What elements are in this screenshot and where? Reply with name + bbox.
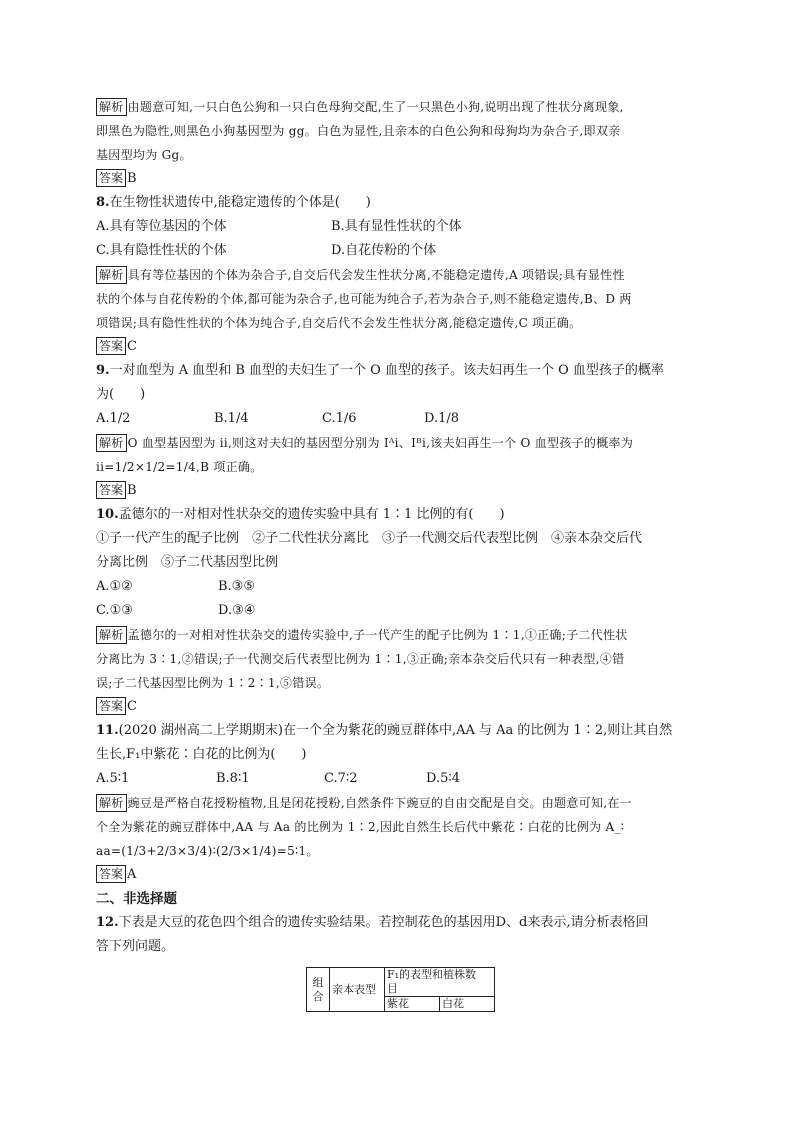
header-purple: 紫花: [385, 997, 440, 1012]
header-parent: 亲本表型: [330, 968, 385, 1012]
question-text: (2020 湖州高二上学期期末)在一个全为紫花的豌豆群体中,AA 与 Aa 的比例为 1∶2,则让其自然: [118, 723, 673, 738]
question-text: 孟德尔的一对相对性状杂交的遗传实验中具有 1∶1 比例的有( ): [118, 507, 505, 522]
question-text: 下表是大豆的花色四个组合的遗传实验结果。若控制花色的基因用D、d来表示,请分析表格回: [118, 915, 649, 930]
question-number: 11.: [96, 723, 119, 738]
q8-explanation: [96, 263, 706, 335]
option-a: A.具有等位基因的个体: [96, 219, 227, 234]
option-a: A.1/2: [96, 411, 131, 426]
q9-explanation: [96, 431, 706, 479]
q9-stem: [96, 359, 706, 407]
option-d: D.③④: [218, 603, 256, 618]
option-b: B.③⑤: [218, 579, 255, 594]
answer-value: C: [127, 339, 137, 354]
q10-explanation: [96, 623, 706, 695]
question-number: 12.: [96, 915, 119, 930]
q10-answer: [96, 695, 706, 719]
question-number: 8.: [96, 195, 110, 210]
explanation-tag: 解析: [96, 266, 127, 284]
explanation-line: 具有等位基因的个体为杂合子,自交后代会发生性状分离,不能稳定遗传,A 项错误;具有显性性: [127, 268, 625, 282]
option-c: C.1/6: [322, 411, 357, 426]
answer-tag: 答案: [96, 337, 126, 355]
document-page: [96, 95, 706, 1012]
explanation-line: 分离比为 3∶1,②错误;子一代测交后代表型比例为 1∶1,③正确;亲本杂交后代只有一种表型,④错: [96, 652, 625, 666]
option-b: B.8∶1: [216, 771, 250, 786]
explanation-tag: 解析: [96, 98, 127, 116]
option-c: C.①③: [96, 603, 133, 618]
explanation-line: 基因型均为 Gg。: [96, 148, 192, 162]
explanation-line: 状的个体与自花传粉的个体,都可能为杂合子,也可能为纯合子,若为杂合子,则不能稳定遗传,B、D 两: [96, 292, 632, 306]
q7-answer: [96, 167, 706, 191]
header-group: [307, 968, 330, 1012]
q10-options-row2: [96, 599, 706, 623]
explanation-line: 项错误;具有隐性性状的个体为纯合子,自交后代不会发生性状分离,能稳定遗传,C 项正确。: [96, 316, 582, 330]
q8-options-row2: [96, 239, 706, 263]
q11-answer: [96, 863, 706, 887]
header-group-text: 组合: [312, 975, 324, 1003]
explanation-tag: 解析: [96, 626, 127, 644]
q8-answer: [96, 335, 706, 359]
explanation-line: 误;子二代基因型比例为 1∶2∶1,⑤错误。: [96, 676, 330, 690]
section-title: 二、非选择题: [96, 891, 177, 907]
explanation-line: aa=(1/3+2/3×3/4)∶(2/3×1/4)=5∶1。: [96, 844, 319, 858]
explanation-line: 由题意可知,一只白色公狗和一只白色母狗交配,生了一只黑色小狗,说明出现了性状分离现象,: [127, 100, 624, 114]
explanation-line: ii=1/2×1/2=1/4,B 项正确。: [96, 460, 263, 474]
answer-value: C: [127, 699, 137, 714]
explanation-tag: 解析: [96, 794, 127, 812]
option-a: A.①②: [96, 579, 133, 594]
option-d: D.5∶4: [426, 771, 461, 786]
explanation-line: 孟德尔的一对相对性状杂交的遗传实验中,子一代产生的配子比例为 1∶1,①正确;子二代性状: [127, 628, 628, 642]
answer-tag: 答案: [96, 697, 126, 715]
q10-options-row1: [96, 575, 706, 599]
answer-tag: 答案: [96, 481, 126, 499]
explanation-line: 豌豆是严格自花授粉植物,且是闭花授粉,自然条件下豌豆的自由交配是自交。由题意可知,在一: [127, 796, 632, 810]
answer-tag: 答案: [96, 865, 126, 883]
q12-stem: [96, 911, 706, 959]
question-text: 答下列问题。: [96, 939, 175, 954]
q8-stem: [96, 191, 706, 215]
header-f1: [385, 968, 495, 997]
answer-value: B: [127, 483, 137, 498]
question-text: 一对血型为 A 血型和 B 血型的夫妇生了一个 O 血型的孩子。该夫妇再生一个 O 血型孩子的概率: [109, 363, 664, 378]
option-a: A.5∶1: [96, 771, 130, 786]
header-f1-line: 目: [387, 982, 398, 995]
q11-explanation: [96, 791, 706, 863]
question-text: 生长,F₁中紫花∶白花的比例为( ): [96, 747, 307, 762]
answer-tag: 答案: [96, 169, 126, 187]
q11-options: [96, 767, 706, 791]
option-c: C.具有隐性性状的个体: [96, 243, 227, 258]
option-b: B.1/4: [214, 411, 249, 426]
items-line: 分离比例 ⑤子二代基因型比例: [96, 555, 279, 570]
q10-stem: [96, 503, 706, 527]
q7-explanation: [96, 95, 706, 167]
header-f1-line: F₁的表型和植株数: [387, 968, 477, 981]
q9-options: [96, 407, 706, 431]
q8-options-row1: [96, 215, 706, 239]
q11-stem: [96, 719, 706, 767]
answer-value: B: [127, 171, 137, 186]
option-c: C.7∶2: [324, 771, 358, 786]
option-b: B.具有显性性状的个体: [331, 219, 462, 234]
question-text: 在生物性状遗传中,能稳定遗传的个体是( ): [109, 195, 371, 210]
header-white: 白花: [440, 997, 495, 1012]
question-text: 为( ): [96, 387, 146, 402]
items-line: ①子一代产生的配子比例 ②子二代性状分离比 ③子一代测交后代表型比例 ④亲本杂交后代: [96, 531, 643, 546]
explanation-line: 即黑色为隐性,则黑色小狗基因型为 gg。白色为显性,且亲本的白色公狗和母狗均为杂合子,即双亲: [96, 124, 621, 138]
explanation-line: 个全为紫花的豌豆群体中,AA 与 Aa 的比例为 1∶2,因此自然生长后代中紫花∶白花的比例为 A_∶: [96, 820, 625, 834]
q9-answer: [96, 479, 706, 503]
option-d: D.自花传粉的个体: [331, 243, 437, 258]
explanation-tag: 解析: [96, 434, 127, 452]
explanation-line: O 血型基因型为 ii,则这对夫妇的基因型分别为 Iᴬi、Iᴮi,该夫妇再生一个 O 血型孩子的概率为: [127, 436, 634, 450]
question-number: 9.: [96, 363, 110, 378]
option-d: D.1/8: [424, 411, 460, 426]
q12-table: [306, 967, 495, 1012]
answer-value: A: [127, 867, 137, 882]
question-number: 10.: [96, 507, 119, 522]
q10-items: [96, 527, 706, 575]
